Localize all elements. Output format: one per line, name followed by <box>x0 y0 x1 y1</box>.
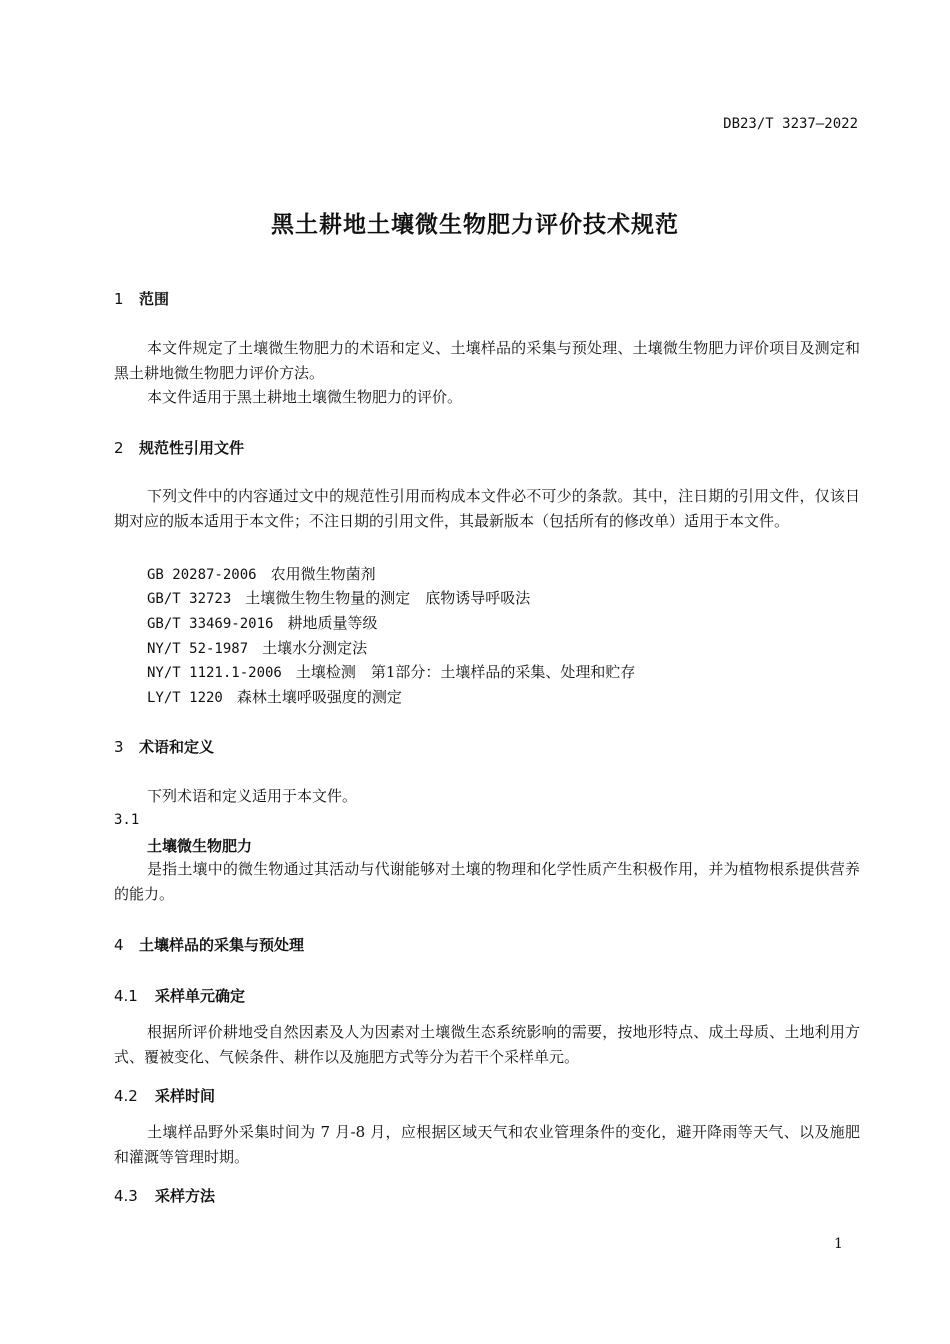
reference-title: 土壤微生物生物量的测定 底物诱导呼吸法 <box>245 589 531 607</box>
reference-code: GB/T 32723 <box>147 591 232 607</box>
reference-code: NY/T 52-1987 <box>147 641 249 657</box>
subsection-title: 采样时间 <box>155 1087 216 1105</box>
reference-code: LY/T 1220 <box>147 690 223 706</box>
subsection-number: 4.1 <box>114 987 138 1005</box>
subsection-4-3-heading <box>114 1185 215 1206</box>
standard-code: DB23/T 3237—2022 <box>723 116 858 132</box>
term-definition: 是指土壤中的微生物通过其活动与代谢能够对土壤的物理和化学性质产生积极作用，并为植物根系提供营养的能力。 <box>114 860 860 903</box>
section-title: 术语和定义 <box>139 738 215 756</box>
section-title: 范围 <box>139 290 170 308</box>
reference-code: GB 20287-2006 <box>147 567 257 583</box>
references-intro: 下列文件中的内容通过文中的规范性引用而构成本文件必不可少的条款。其中，注日期的引用文件，仅该日期对应的版本适用于本文件；不注日期的引用文件，其最新版本（包括所有的修改单）适用于本文件。 <box>114 487 860 530</box>
terms-intro: 下列术语和定义适用于本文件。 <box>147 787 358 805</box>
term-name: 土壤微生物肥力 <box>147 837 253 855</box>
reference-item <box>147 661 635 682</box>
subsection-title: 采样方法 <box>155 1187 216 1205</box>
reference-title: 耕地质量等级 <box>287 614 378 632</box>
reference-title: 土壤检测 第1部分：土壤样品的采集、处理和贮存 <box>295 663 636 681</box>
reference-title: 森林土壤呼吸强度的测定 <box>236 688 402 706</box>
section-number: 1 <box>114 290 124 308</box>
section-number: 3 <box>114 738 124 756</box>
section-3-heading <box>114 736 214 757</box>
reference-code: GB/T 33469-2016 <box>147 616 274 632</box>
term-number: 3.1 <box>114 812 140 828</box>
section-number: 2 <box>114 439 124 457</box>
section-1-heading <box>114 288 169 309</box>
section-title: 土壤样品的采集与预处理 <box>139 936 305 954</box>
reference-code: NY/T 1121.1-2006 <box>147 665 282 681</box>
subsection-title: 采样单元确定 <box>155 987 246 1005</box>
reference-title: 农用微生物菌剂 <box>270 565 376 583</box>
section-4-heading <box>114 934 304 955</box>
subsection-number: 4.3 <box>114 1187 138 1205</box>
section-number: 4 <box>114 936 124 954</box>
section-title: 规范性引用文件 <box>139 439 245 457</box>
document-title: 黑土耕地土壤微生物肥力评价技术规范 <box>271 212 679 238</box>
subsection-paragraph: 根据所评价耕地受自然因素及人为因素对土壤微生态系统影响的需要，按地形特点、成土母质、土地利用方式、覆被变化、气候条件、耕作以及施肥方式等分为若干个采样单元。 <box>114 1023 860 1066</box>
reference-title: 土壤水分测定法 <box>262 639 368 657</box>
page-number: 1 <box>834 1236 843 1252</box>
subsection-4-1-heading <box>114 985 245 1006</box>
section-2-heading <box>114 437 244 458</box>
reference-item <box>147 637 367 658</box>
subsection-number: 4.2 <box>114 1087 138 1105</box>
reference-item <box>147 612 377 633</box>
reference-item <box>147 563 376 584</box>
reference-item <box>147 686 402 707</box>
reference-item <box>147 587 530 608</box>
scope-paragraph: 本文件适用于黑土耕地土壤微生物肥力的评价。 <box>147 388 463 406</box>
scope-paragraph: 本文件规定了土壤微生物肥力的术语和定义、土壤样品的采集与预处理、土壤微生物肥力评价项目及测定和黑土耕地微生物肥力评价方法。 <box>114 339 860 382</box>
subsection-paragraph: 土壤样品野外采集时间为 7 月-8 月，应根据区域天气和农业管理条件的变化，避开降雨等天气、以及施肥和灌溉等管理时期。 <box>114 1123 860 1166</box>
subsection-4-2-heading <box>114 1085 215 1106</box>
